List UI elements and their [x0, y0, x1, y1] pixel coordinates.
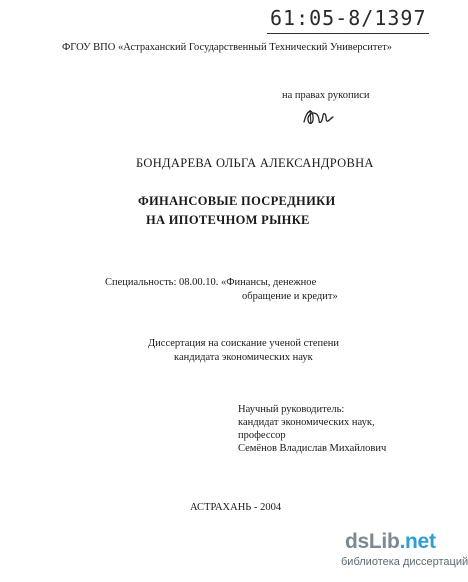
degree-line-1: Диссертация на соискание ученой степени — [148, 338, 340, 349]
supervisor-degree: кандидат экономических наук, — [238, 417, 375, 428]
supervisor-label: Научный руководитель: — [238, 404, 345, 415]
dslib-logo-part2: .net — [399, 530, 436, 553]
dslib-logo-subtitle: библиотека диссертаций — [341, 556, 468, 568]
dslib-logo-part1: dsLib — [345, 530, 400, 553]
supervisor-rank: профессор — [238, 430, 286, 441]
specialty-line-1: Специальность: 08.00.10. «Финансы, денежное — [105, 277, 317, 288]
signature-mark — [301, 104, 335, 130]
city-year: АСТРАХАНЬ - 2004 — [190, 502, 282, 513]
archive-stamp-code: 61:05-8/1397 — [270, 6, 427, 30]
dissertation-title-line-2: НА ИПОТЕЧНОМ РЫНКЕ — [146, 213, 310, 227]
supervisor-name: Семёнов Владислав Михайлович — [238, 443, 387, 454]
author-name: БОНДАРЕВА ОЛЬГА АЛЕКСАНДРОВНА — [136, 156, 374, 170]
dslib-logo[interactable] — [345, 530, 436, 554]
manuscript-rights-note: на правах рукописи — [282, 90, 370, 101]
stamp-underline — [267, 33, 429, 34]
institution-name: ФГОУ ВПО «Астраханский Государственный Технический Университет» — [62, 42, 392, 53]
degree-line-2: кандидата экономических наук — [174, 352, 313, 363]
dissertation-title-line-1: ФИНАНСОВЫЕ ПОСРЕДНИКИ — [138, 194, 336, 208]
specialty-line-2: обращение и кредит» — [242, 291, 338, 302]
